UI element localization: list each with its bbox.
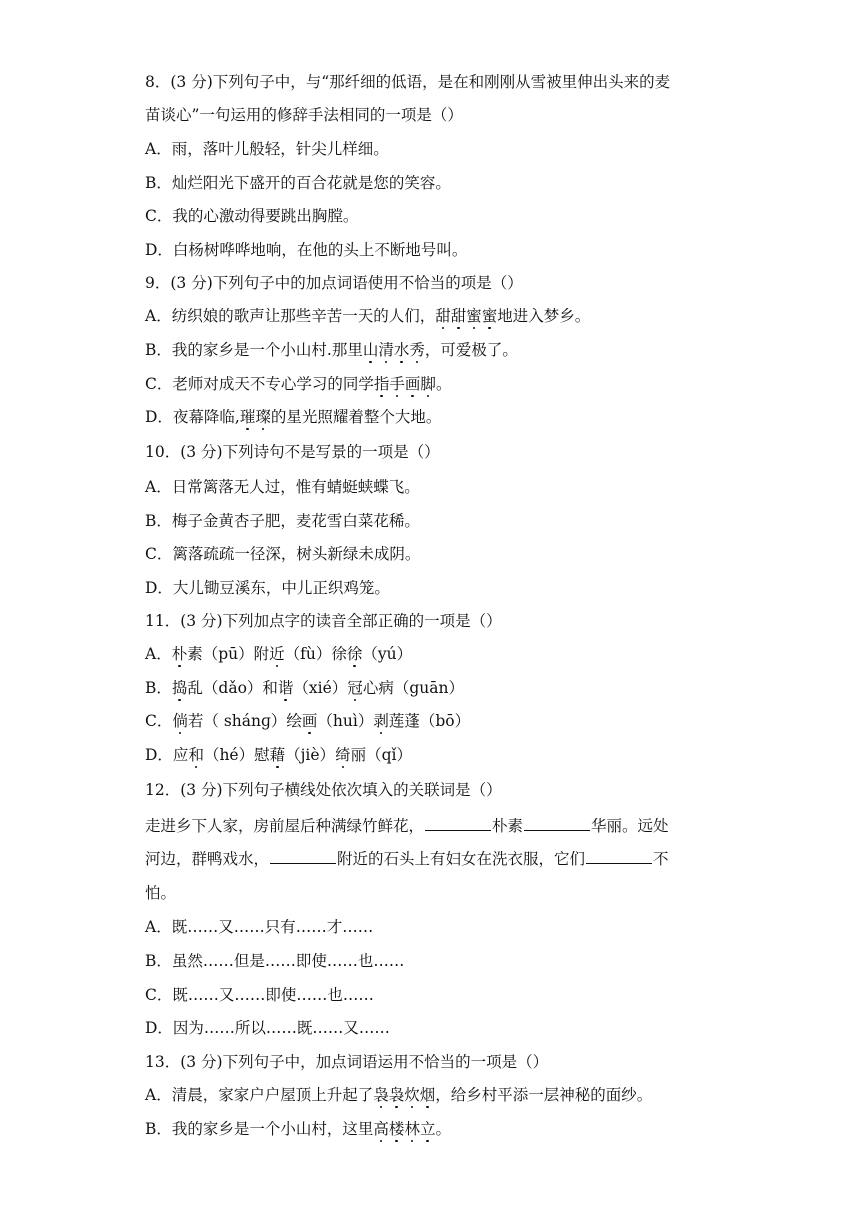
option-text: C．老师对成天不专心学习的同学 [145,375,374,393]
q9-option-d [145,406,441,428]
option-text: （hé）慰 [203,746,270,764]
dotted-char: 袅 [373,1086,389,1104]
q11-stem: 11．(3 分)下列加点字的读音全部正确的一项是（） [145,612,502,630]
dotted-char: 蜜 [466,307,482,325]
option-text: （fù）徐 [284,645,347,663]
q8-stem-line1: 8．(3 分)下列句子中，与“那纤细的低语，是在和刚刚从雪被里伸出头来的麦 [145,73,671,91]
option-text: 。 [435,1120,451,1138]
dotted-char: 朴 [171,645,188,663]
q11-option-a [145,643,412,665]
q10-option-b: B．梅子金黄杏子肥，麦花雪白菜花稀。 [145,512,420,530]
q12-option-b: B．虽然……但是……即使……也…… [145,952,405,970]
option-text: 。 [435,375,452,393]
q8-option-b: B．灿烂阳光下盛开的百合花就是您的笑容。 [145,174,451,192]
dotted-char: 水 [393,341,410,359]
option-text: A．纺织娘的歌声让那些辛苦一天的人们， [145,307,436,325]
q9-option-c [145,373,451,395]
dotted-char: 璨 [255,408,271,426]
q11-option-d [145,744,412,766]
dotted-char: 林 [404,1120,420,1138]
passage-text: 朴素 [492,817,524,835]
dotted-char: 绮 [335,746,351,764]
q8-option-d: D．白杨树哗哗地响，在他的头上不断地号叫。 [145,241,468,259]
option-text: 若（ shánɡ）绘 [187,712,302,730]
option-text: B．我的家乡是一个小山村.那里 [145,341,363,359]
option-text: 地进入梦乡。 [497,307,591,325]
q9-option-a [145,305,590,327]
option-text: （yú） [362,645,413,663]
option-text: ，给乡村平添一层神秘的面纱。 [435,1086,653,1104]
q8-option-a: A．雨，落叶儿般轻，针尖儿样细。 [145,140,389,158]
dotted-char: 甜 [450,307,467,325]
q11-option-b [145,677,464,699]
q12-passage-line1 [145,815,669,837]
passage-text: 华丽。远处 [591,817,669,835]
option-text: 乱（dǎo）和 [187,679,278,697]
q13-stem: 13．(3 分)下列句子中，加点词语运用不恰当的一项是（） [145,1053,549,1071]
q10-option-d: D．大儿锄豆溪东，中儿正织鸡笼。 [145,579,390,597]
q11-option-c [145,710,470,732]
fill-blank [524,815,590,831]
option-text: （xié） [293,679,348,697]
dotted-char: 蜜 [481,307,498,325]
q9-stem: 9．(3 分)下列句子中的加点词语使用不恰当的项是（） [145,274,523,292]
option-text: D．夜幕降临, [145,408,240,426]
dotted-char: 楼 [388,1120,405,1138]
option-text: A． [145,645,172,663]
dotted-char: 璀 [239,408,256,426]
q8-stem-line2: 苗谈心”一句运用的修辞手法相同的一项是（） [145,106,463,124]
passage-text: 附近的石头上有妇女在洗衣服，它们 [337,850,586,868]
q12-option-d: D．因为……所以……既……又…… [145,1019,390,1037]
dotted-char: 立 [419,1120,436,1138]
dotted-char: 高 [373,1120,389,1138]
dotted-char: 脚 [420,375,436,393]
dotted-char: 和 [188,746,204,764]
dotted-char: 秀 [409,341,425,359]
fill-blank [586,848,652,864]
dotted-char: 藉 [269,746,286,764]
passage-text: 走进乡下人家，房前屋后种满绿竹鲜花， [145,817,425,835]
q12-stem: 12．(3 分)下列句子横线处依次填入的关联词是（） [145,781,502,799]
q10-option-a: A．日常篱落无人过，惟有蜻蜓蛱蝶飞。 [145,478,420,496]
option-text: 素（pū）附 [187,645,270,663]
option-text: 心病（guān） [362,679,464,697]
dotted-char: 冠 [347,679,363,697]
option-text: 的星光照耀着整个大地。 [270,408,442,426]
q10-stem: 10．(3 分)下列诗句不是写景的一项是（） [145,443,440,461]
dotted-char: 画 [404,375,421,393]
passage-text: 河边，群鸭戏水， [145,850,270,868]
dotted-char: 谐 [277,679,294,697]
q13-option-a [145,1084,652,1106]
q12-option-c: C．既……又……即使……也…… [145,986,374,1004]
passage-text: 不 [653,850,669,868]
q8-option-c: C．我的心激动得要跳出胸膛。 [145,207,359,225]
fill-blank [425,815,491,831]
dotted-char: 徐 [346,645,363,663]
q12-passage-line2 [145,848,669,870]
option-text: D．应 [145,746,189,764]
option-text: 莲蓬（bō） [388,712,471,730]
dotted-char: 甜 [435,307,451,325]
dotted-char: 剥 [373,712,389,730]
fill-blank [270,848,336,864]
q10-option-c: C．篱落疏疏一径深，树头新绿未成阴。 [145,545,421,563]
dotted-char: 炊 [404,1086,420,1104]
q9-option-b [145,339,518,361]
option-text: A．清晨，家家户户屋顶上升起了 [145,1086,374,1104]
option-text: （huì） [317,712,374,730]
dotted-char: 手 [389,375,405,393]
option-text: B． [145,679,172,697]
option-text: ，可爱极了。 [424,341,518,359]
dotted-char: 倘 [172,712,188,730]
option-text: （jiè） [285,746,336,764]
dotted-char: 清 [378,341,394,359]
dotted-char: 烟 [419,1086,436,1104]
q13-option-b [145,1118,451,1140]
option-text: 丽（qǐ） [350,746,412,764]
dotted-char: 近 [269,645,285,663]
dotted-char: 画 [301,712,318,730]
dotted-char: 袅 [388,1086,405,1104]
option-text: B．我的家乡是一个小山村，这里 [145,1120,374,1138]
option-text: C． [145,712,173,730]
dotted-char: 指 [373,375,390,393]
dotted-char: 捣 [171,679,188,697]
q12-passage-line3: 怕。 [145,884,177,902]
q12-option-a: A．既……又……只有……才…… [145,918,374,936]
dotted-char: 山 [362,341,379,359]
